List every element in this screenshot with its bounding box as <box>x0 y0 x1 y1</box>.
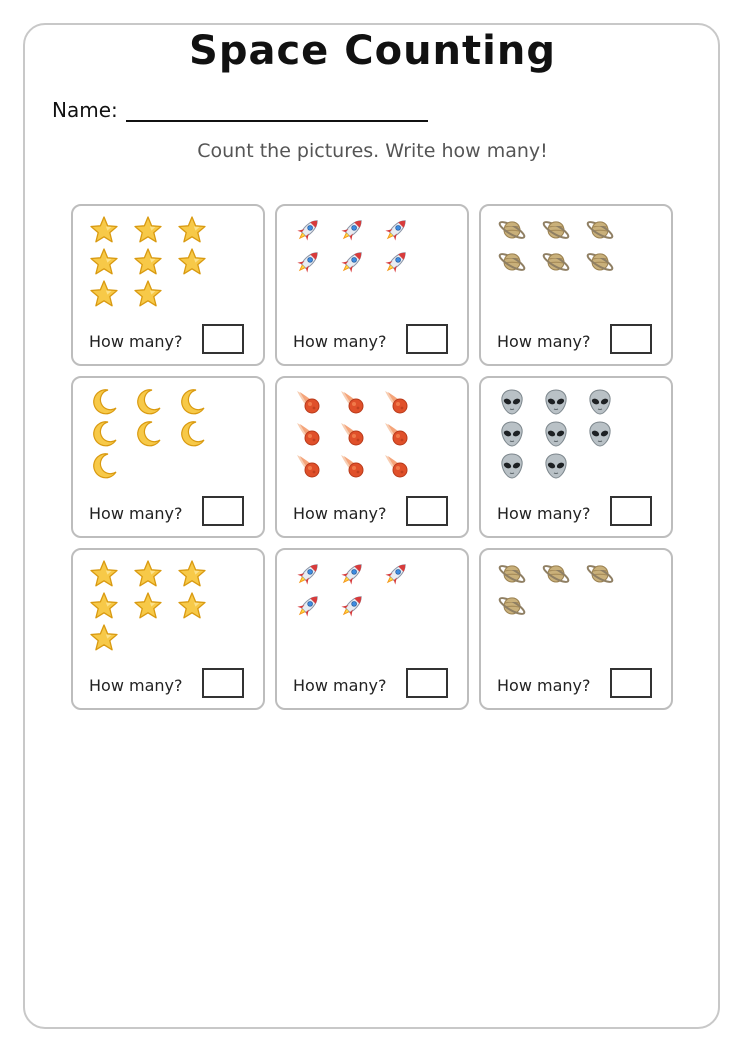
how-many-label: How many? <box>497 332 591 351</box>
counting-card <box>71 548 265 710</box>
alien-icon <box>497 386 541 418</box>
star-icon <box>89 246 133 278</box>
moon-icon <box>89 450 133 482</box>
moon-icon <box>177 418 221 450</box>
answer-box[interactable] <box>406 668 448 698</box>
moon-icon <box>133 418 177 450</box>
answer-box[interactable] <box>610 324 652 354</box>
how-many-label: How many? <box>293 504 387 523</box>
counting-card <box>479 548 673 710</box>
picture-group <box>497 214 637 278</box>
star-icon <box>89 558 133 590</box>
moon-icon <box>89 386 133 418</box>
rocket-icon <box>337 558 381 590</box>
how-many-label: How many? <box>293 332 387 351</box>
counting-card <box>71 376 265 538</box>
picture-group <box>89 214 229 310</box>
worksheet-title: Space Counting <box>189 28 556 74</box>
rocket-icon <box>337 214 381 246</box>
answer-box[interactable] <box>202 496 244 526</box>
comet-icon <box>381 418 425 450</box>
comet-icon <box>381 450 425 482</box>
planet-icon <box>497 214 541 246</box>
comet-icon <box>293 450 337 482</box>
alien-icon <box>585 418 629 450</box>
planet-icon <box>541 558 585 590</box>
star-icon <box>177 246 221 278</box>
counting-grid <box>71 204 673 710</box>
alien-icon <box>497 450 541 482</box>
rocket-icon <box>337 246 381 278</box>
rocket-icon <box>293 246 337 278</box>
answer-box[interactable] <box>202 668 244 698</box>
star-icon <box>89 214 133 246</box>
comet-icon <box>381 386 425 418</box>
comet-icon <box>337 418 381 450</box>
planet-icon <box>585 214 629 246</box>
star-icon <box>133 558 177 590</box>
how-many-label: How many? <box>497 504 591 523</box>
comet-icon <box>337 386 381 418</box>
rocket-icon <box>293 590 337 622</box>
picture-group <box>293 386 433 482</box>
picture-group <box>293 558 433 622</box>
star-icon <box>89 278 133 310</box>
name-label: Name: <box>52 98 118 122</box>
how-many-label: How many? <box>89 676 183 695</box>
counting-card <box>479 376 673 538</box>
planet-icon <box>497 246 541 278</box>
instructions: Count the pictures. Write how many! <box>197 140 548 162</box>
comet-icon <box>293 386 337 418</box>
answer-box[interactable] <box>610 496 652 526</box>
how-many-label: How many? <box>497 676 591 695</box>
alien-icon <box>585 386 629 418</box>
star-icon <box>177 214 221 246</box>
planet-icon <box>541 246 585 278</box>
counting-card <box>275 376 469 538</box>
planet-icon <box>585 246 629 278</box>
planet-icon <box>497 590 541 622</box>
rocket-icon <box>381 246 425 278</box>
alien-icon <box>541 386 585 418</box>
moon-icon <box>89 418 133 450</box>
rocket-icon <box>337 590 381 622</box>
rocket-icon <box>293 558 337 590</box>
counting-card <box>275 548 469 710</box>
picture-group <box>497 386 637 482</box>
picture-group <box>497 558 637 622</box>
star-icon <box>133 278 177 310</box>
how-many-label: How many? <box>293 676 387 695</box>
star-icon <box>177 590 221 622</box>
star-icon <box>133 214 177 246</box>
picture-group <box>89 386 229 482</box>
planet-icon <box>497 558 541 590</box>
moon-icon <box>133 386 177 418</box>
answer-box[interactable] <box>406 496 448 526</box>
counting-card <box>275 204 469 366</box>
name-row <box>52 98 428 122</box>
comet-icon <box>337 450 381 482</box>
counting-card <box>71 204 265 366</box>
how-many-label: How many? <box>89 504 183 523</box>
picture-group <box>89 558 229 654</box>
rocket-icon <box>381 214 425 246</box>
rocket-icon <box>381 558 425 590</box>
alien-icon <box>541 418 585 450</box>
moon-icon <box>177 386 221 418</box>
planet-icon <box>585 558 629 590</box>
how-many-label: How many? <box>89 332 183 351</box>
alien-icon <box>497 418 541 450</box>
star-icon <box>133 246 177 278</box>
answer-box[interactable] <box>202 324 244 354</box>
star-icon <box>133 590 177 622</box>
counting-card <box>479 204 673 366</box>
star-icon <box>89 622 133 654</box>
comet-icon <box>293 418 337 450</box>
planet-icon <box>541 214 585 246</box>
answer-box[interactable] <box>406 324 448 354</box>
star-icon <box>177 558 221 590</box>
name-line[interactable] <box>126 100 428 122</box>
rocket-icon <box>293 214 337 246</box>
picture-group <box>293 214 433 278</box>
alien-icon <box>541 450 585 482</box>
star-icon <box>89 590 133 622</box>
answer-box[interactable] <box>610 668 652 698</box>
